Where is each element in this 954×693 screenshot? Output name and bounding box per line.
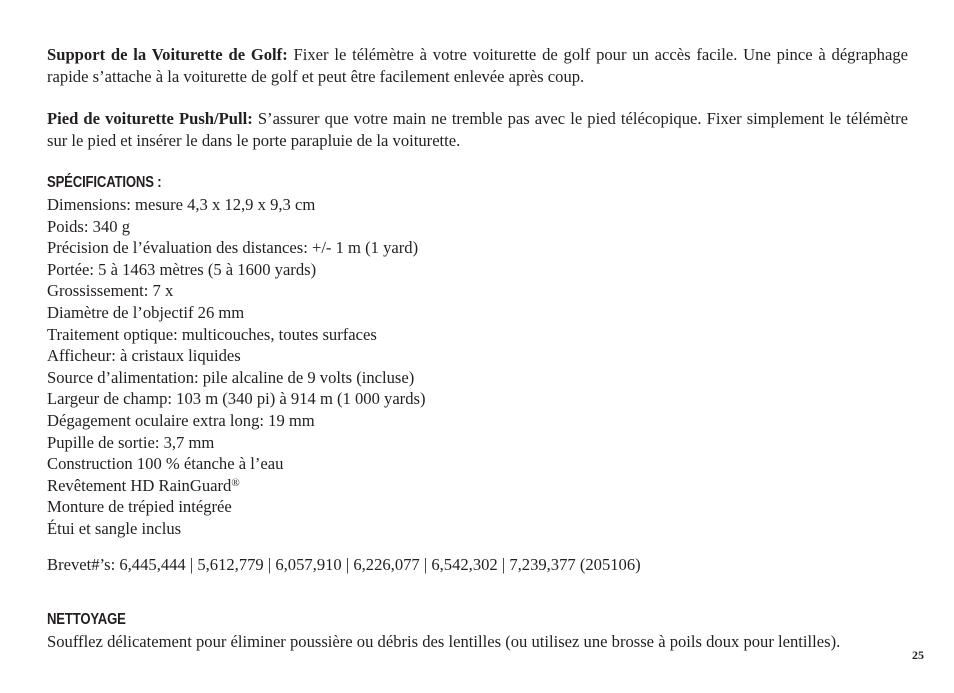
spec-item-coating-rainguard-text: Revêtement HD RainGuard	[47, 475, 232, 495]
spacer	[47, 576, 908, 609]
spec-item-dimensions: Dimensions: mesure 4,3 x 12,9 x 9,3 cm	[47, 195, 316, 214]
specifications-heading: SPÉCIFICATIONS :	[47, 174, 162, 191]
spec-item-accuracy: Précision de l’évaluation des distances: +/- 1 m (1 yard)	[47, 238, 419, 258]
golf-cart-support-title: Support de la Voiturette de Golf:	[47, 45, 288, 64]
registered-mark: ®	[231, 476, 240, 489]
spec-item-waterproof: Construction 100 % étanche à l’eau	[47, 454, 284, 474]
spec-item-power-source: Source d’alimentation: pile alcaline de 9 volts (incluse)	[47, 367, 415, 387]
spec-item-magnification: Grossissement: 7 x	[47, 281, 174, 301]
specifications-list	[47, 194, 908, 540]
push-pull-stand-paragraph	[47, 108, 908, 152]
push-pull-stand-text: S’assurer que votre main ne tremble pas avec le pied télécopique. Fixer simplement le télémètre sur le pied et insérer le dans le porte parapluie de la voiturette.	[47, 109, 908, 150]
spacer	[47, 152, 908, 172]
spec-item-case-strap: Étui et sangle inclus	[47, 518, 182, 538]
page-number: 25	[912, 648, 924, 662]
spec-item-eye-relief: Dégagement oculaire extra long: 19 mm	[47, 410, 315, 430]
spec-item-objective-diameter: Diamètre de l’objectif 26 mm	[47, 302, 245, 322]
manual-page-content	[47, 44, 908, 653]
cleaning-heading: NETTOYAGE	[47, 610, 126, 628]
spec-item-coating-rainguard	[47, 475, 908, 497]
spec-item-exit-pupil: Pupille de sortie: 3,7 mm	[47, 432, 215, 452]
cleaning-text: Soufflez délicatement pour éliminer poussière ou débris des lentilles (ou utilisez une brosse à poils doux pour lentilles).	[47, 631, 841, 651]
spec-item-field-of-view: Largeur de champ: 103 m (340 pi) à 914 m (1 000 yards)	[47, 389, 426, 409]
spec-item-weight: Poids: 340 g	[47, 216, 130, 236]
spacer	[47, 88, 908, 108]
patents-line: Brevet#’s: 6,445,444 | 5,612,779 | 6,057,910 | 6,226,077 | 6,542,302 | 7,239,377 (205106)	[47, 554, 641, 574]
golf-cart-support-paragraph	[47, 44, 908, 88]
spec-item-optical-coating: Traitement optique: multicouches, toutes surfaces	[47, 324, 377, 344]
spec-item-range: Portée: 5 à 1463 mètres (5 à 1600 yards)	[47, 259, 317, 279]
spec-item-display: Afficheur: à cristaux liquides	[47, 346, 241, 366]
golf-cart-support-text: Fixer le télémètre à votre voiturette de golf pour un accès facile. Une pince à dégraphage rapide s’attache à la voiturette de golf et peut être facilement enlevée après coup.	[47, 45, 908, 86]
spec-item-tripod-mount: Monture de trépied intégrée	[47, 497, 232, 517]
push-pull-stand-title: Pied de voiturette Push/Pull:	[47, 109, 253, 128]
